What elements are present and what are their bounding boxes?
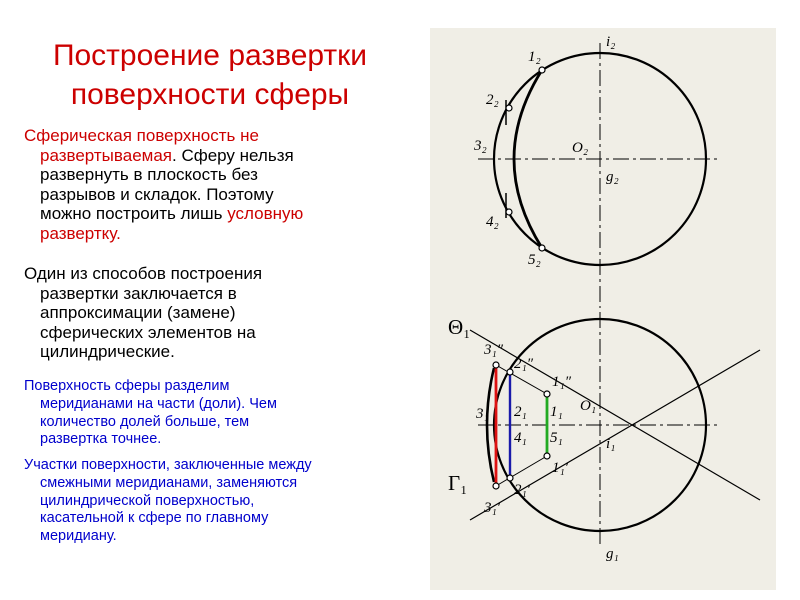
p1-line-4: разрывов и складок. Поэтому xyxy=(40,184,274,204)
p1-line-5-start: можно построить лишь xyxy=(40,204,228,224)
label-1-1pp: 1₁″ xyxy=(552,374,571,390)
upper-projection xyxy=(473,34,720,308)
p4-line-1: Участки поверхности, заключенные между xyxy=(24,457,312,473)
label-gamma: Γ₁ xyxy=(448,471,468,495)
label-i2: i₂ xyxy=(606,34,616,50)
label-1-1: 1₁ xyxy=(550,404,563,420)
sphere-development-figure xyxy=(430,28,776,590)
paragraph-cylindrical xyxy=(24,457,312,546)
paragraph-nondevelopable xyxy=(24,126,303,244)
label-5-2: 5₂ xyxy=(528,252,541,268)
p1-line-1: Сферическая поверхность не xyxy=(24,126,259,145)
p1-line-5 xyxy=(24,204,303,224)
paragraph-approximation xyxy=(24,264,262,362)
label-3-2: 3₂ xyxy=(474,138,487,154)
p4-line-4: касательной к сфере по главному xyxy=(40,510,269,527)
lower-point-2pp xyxy=(507,369,513,375)
p2-line-5: цилиндрические. xyxy=(40,342,175,362)
p2-line-1: Один из способов построения xyxy=(24,264,263,283)
sphere-drawing xyxy=(430,28,776,590)
label-2-2: 2₂ xyxy=(486,92,499,108)
label-3-1pp: 3₁″ xyxy=(484,342,503,358)
lower-projection xyxy=(448,312,760,562)
label-4-1: 4₁ xyxy=(514,430,527,446)
p2-line-3: аппроксимации (замене) xyxy=(40,303,236,323)
label-4-2: 4₂ xyxy=(486,214,499,230)
p1-line-2-rest: . Сферу нельзя xyxy=(172,145,294,165)
p4-line-2: смежными меридианами, заменяются xyxy=(40,474,298,491)
label-g1: g₁ xyxy=(606,546,619,562)
p3-line-4: развертка точнее. xyxy=(40,431,162,448)
title-line-2: поверхности сферы xyxy=(70,78,350,111)
upper-point-2 xyxy=(506,105,512,111)
p2-line-4: сферических элементов на xyxy=(40,322,256,342)
p3-line-3: количество долей больше, тем xyxy=(40,413,250,430)
label-2-1: 2₁ xyxy=(514,404,527,420)
label-2-1p: 2₁′ xyxy=(514,482,530,498)
label-i1: i₁ xyxy=(606,436,616,452)
p1-line-3: развернуть в плоскость без xyxy=(40,165,258,185)
lower-point-1p xyxy=(544,453,550,459)
upper-point-5 xyxy=(539,245,545,251)
upper-point-4 xyxy=(506,209,512,215)
label-3-1: 3₁ xyxy=(476,406,489,422)
label-2-1pp: 2₁″ xyxy=(514,356,533,372)
page-title xyxy=(0,36,420,114)
label-theta: Θ₁ xyxy=(448,315,471,339)
label-1-2: 1₂ xyxy=(528,49,541,65)
p1-line-2 xyxy=(24,146,303,166)
title-line-1: Построение развертки xyxy=(52,39,368,72)
p3-line-2: меридианами на части (доли). Чем xyxy=(40,395,277,412)
label-1-1p: 1₁′ xyxy=(552,460,568,476)
p1-line-6: развертку. xyxy=(40,223,121,243)
label-g2: g₂ xyxy=(606,169,619,185)
p3-line-1: Поверхность сферы разделим xyxy=(24,378,230,394)
paragraph-meridians xyxy=(24,378,277,449)
p1-term-nondevelopable: развертываемая xyxy=(40,145,172,165)
label-5-1: 5₁ xyxy=(550,430,563,446)
label-o2: O₂ xyxy=(572,140,589,156)
p4-line-5: меридиану. xyxy=(40,528,117,545)
label-o1: O₁ xyxy=(580,398,597,414)
lower-point-1pp xyxy=(544,391,550,397)
upper-point-1 xyxy=(539,67,545,73)
label-3-1p: 3₁′ xyxy=(484,500,500,516)
p4-line-3: цилиндрической поверхностью, xyxy=(40,492,255,509)
lower-point-3pp xyxy=(493,362,499,368)
p2-line-2: развертки заключается в xyxy=(40,283,237,303)
lower-point-3p xyxy=(493,483,499,489)
p1-term-conditional: условную xyxy=(227,204,304,224)
lower-point-2p xyxy=(507,475,513,481)
